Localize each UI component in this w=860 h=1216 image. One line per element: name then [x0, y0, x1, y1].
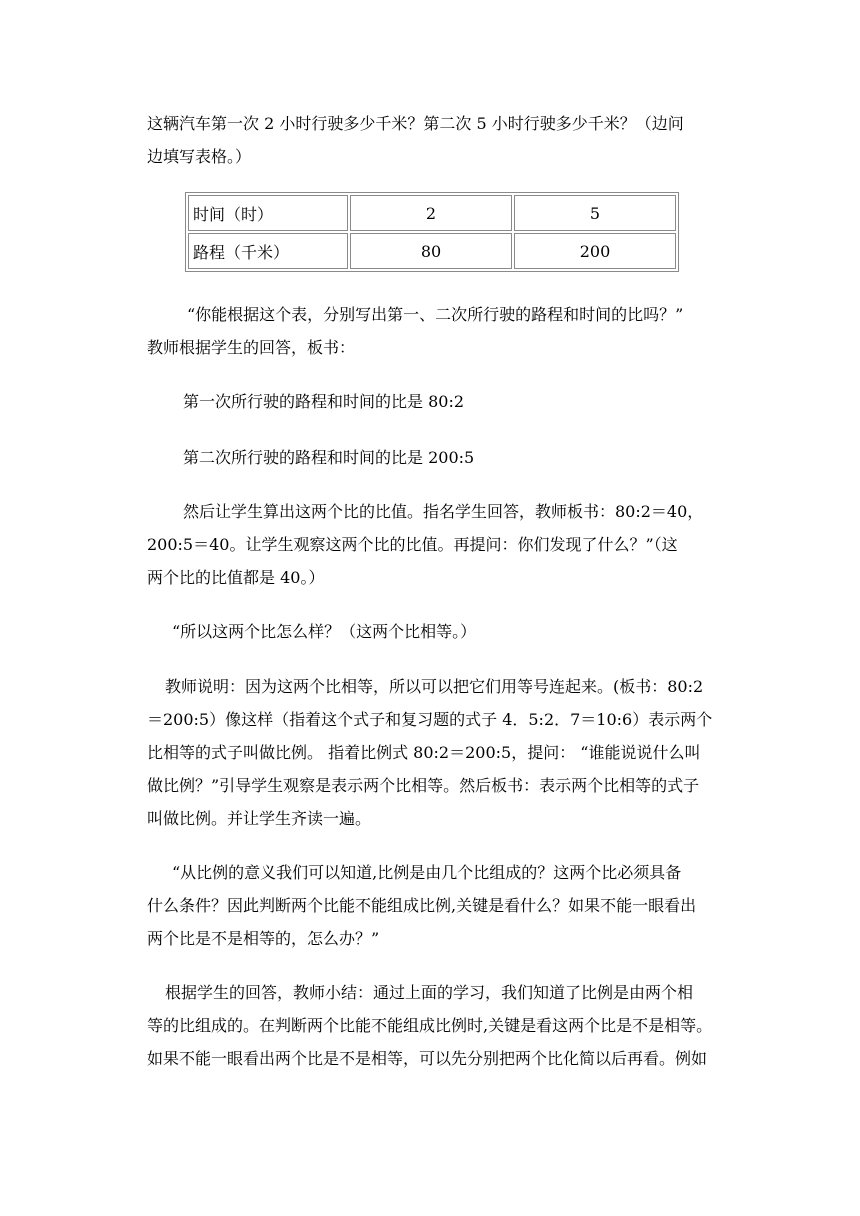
summary-line-2: 等的比组成的。在判断两个比能不能组成比例时,关键是看这两个比是不是相等。 — [147, 1016, 713, 1035]
time-distance-table — [185, 192, 679, 272]
explain-line-2: ＝200:5）像这样（指着这个式子和复习题的式子 4．5:2．7＝10:6）表示两个 — [147, 710, 713, 729]
explain-line-3: 比相等的式子叫做比例。 指着比例式 80:2＝200:5，提问： “谁能说说什么叫 — [147, 743, 701, 762]
ratio-line-1: 然后让学生算出这两个比的比值。指名学生回答，教师板书：80:2＝40， — [183, 502, 704, 521]
ratio-line-3: 两个比的比值都是 40。） — [147, 568, 325, 587]
intro-line-1: 这辆汽车第一次 2 小时行驶多少千米？第二次 5 小时行驶多少千米？（边问 — [147, 114, 684, 133]
table-cell: 80 — [350, 233, 512, 269]
table-row — [188, 195, 676, 231]
explain-line-4: 做比例？”引导学生观察是表示两个比相等。然后板书：表示两个比相等的式子 — [147, 776, 700, 795]
meaning-line-1: “从比例的意义我们可以知道,比例是由几个比组成的？这两个比必须具备 — [172, 863, 682, 882]
table-row — [188, 233, 676, 269]
question-line-1: “你能根据这个表，分别写出第一、二次所行驶的路程和时间的比吗？” — [187, 305, 684, 324]
board-line-1: 第一次所行驶的路程和时间的比是 80:2 — [183, 392, 465, 411]
ratio-line-2: 200:5＝40。让学生观察这两个比的比值。再提问：你们发现了什么？”（这 — [147, 535, 678, 554]
meaning-line-2: 什么条件？因此判断两个比能不能组成比例,关键是看什么？如果不能一眼看出 — [147, 896, 697, 915]
board-line-2: 第二次所行驶的路程和时间的比是 200:5 — [183, 448, 475, 467]
table-cell: 200 — [514, 233, 676, 269]
summary-line-1: 根据学生的回答，教师小结：通过上面的学习，我们知道了比例是由两个相 — [165, 983, 694, 1002]
explain-line-1: 教师说明：因为这两个比相等，所以可以把它们用等号连起来。(板书：80:2 — [165, 677, 704, 696]
summary-line-3: 如果不能一眼看出两个比是不是相等，可以先分别把两个比化简以后再看。例如 — [147, 1049, 708, 1068]
table-cell: 5 — [514, 195, 676, 231]
meaning-line-3: 两个比是不是相等的，怎么办？” — [147, 929, 380, 948]
table-cell: 时间（时） — [188, 195, 348, 231]
question-line-2: 教师根据学生的回答，板书： — [147, 338, 356, 357]
intro-line-2: 边填写表格。） — [147, 147, 252, 166]
table-cell: 2 — [350, 195, 512, 231]
equal-line: “所以这两个比怎么样？（这两个比相等。） — [172, 622, 477, 641]
table-cell: 路程（千米） — [188, 233, 348, 269]
explain-line-5: 叫做比例。并让学生齐读一遍。 — [147, 809, 372, 828]
